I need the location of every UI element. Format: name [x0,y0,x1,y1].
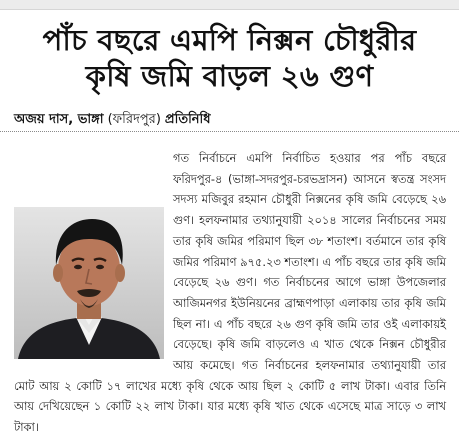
article-body [14,148,446,435]
portrait-photo [14,207,164,359]
byline-divider [0,131,459,132]
byline-author: অজয় দাস, ভাঙ্গা [14,112,104,127]
byline-location: (ফরিদপুর) [107,112,161,127]
portrait-illustration [14,207,164,359]
article-text: গত নির্বাচনে এমপি নির্বাচিত হওয়ার পর পাঁচ বছরে ফরিদপুর-৪ (ভাঙ্গা-সদরপুর-চরভদ্রাসন) আসনে স্বতন্ত্র সংসদ সদস্য মজিবুর রহমান চৌধুরী নিক্সনের কৃষি জমি বেড়েছে ২৬ গুণ। হলফনামার তথ্যানুযায়ী ২০১৪ সালের নির্বাচনের সময় তার কৃষি জমির পরিমাণ ছিল ৩৮ শতাংশ। বর্তমানে তার কৃষি জমির পরিমাণ ৯৭৫.২৩ শতাংশ। এ পাঁচ বছরে তার কৃষি জমি বেড়েছে ২৬ গুণ। গত নির্বাচনের আগে ভাঙ্গা উপজেলার আজিমনগর ইউনিয়নের ব্রাহ্মণপাড়া এলাকায় তার কৃষি জমি ছিল না। এ পাঁচ বছরে ২৬ গুণ কৃষি জমি তার ওই এলাকায়ই বেড়েছে। কৃষি জমি বাড়লেও এ খাত থেকে নিক্সন চৌধুরীর আয় কমেছে। গত নির্বাচনের হলফনামার তথ্যানুযায়ী তার মোট আয় ২ কোটি ১৭ লাখের মধ্যে কৃষি থেকে আয় ছিল ২ কোটি ৫ লাখ টাকা। এবার তিনি আয় দেখিয়েছেন ১ কোটি ২২ লাখ টাকা। যার মধ্যে কৃষি খাত থেকে এসেছে মাত্র সাড়ে ৩ লাখ টাকা। [14,151,446,435]
byline [14,110,211,131]
headline-line-1: পাঁচ বছরে এমপি নিক্সন চৌধুরীর [42,23,417,57]
headline [6,22,453,94]
headline-line-2: কৃষি জমি বাড়ল ২৬ গুণ [85,59,374,93]
top-strip [0,0,459,10]
byline-role: প্রতিনিধি [164,112,211,127]
